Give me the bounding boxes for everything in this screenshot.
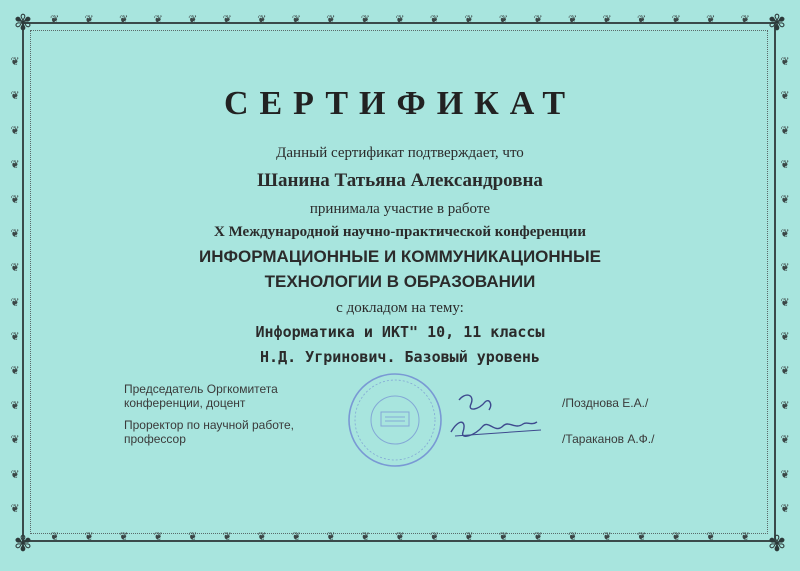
confirm-text: Данный сертификат подтверждает, что xyxy=(276,145,524,161)
signature-name-prorector: /Тараканов А.Ф./ xyxy=(562,432,655,446)
conference-topic-line1: ИНФОРМАЦИОННЫЕ И КОММУНИКАЦИОННЫЕ xyxy=(199,247,601,266)
signature-role-line: Председатель Оргкомитета xyxy=(124,382,278,396)
ornament-column-left: ❦ ❦ ❦ ❦ ❦ ❦ ❦ ❦ ❦ ❦ ❦ ❦ ❦ ❦ xyxy=(10,56,20,515)
certificate-title: СЕРТИФИКАТ xyxy=(223,85,577,122)
signature-role-line: конференции, доцент xyxy=(124,396,246,410)
ornament-row-top: ❦ ❦ ❦ ❦ ❦ ❦ ❦ ❦ ❦ ❦ ❦ ❦ ❦ ❦ ❦ ❦ ❦ ❦ ❦ ❦ ❦ xyxy=(50,14,750,26)
official-stamp-icon xyxy=(345,370,445,470)
report-title-line1: Информатика и ИКТ" 10, 11 классы xyxy=(255,323,545,341)
handwritten-signature-icon xyxy=(445,390,555,450)
signature-role-prorector xyxy=(124,418,294,446)
signature-role-line: Проректор по научной работе, xyxy=(124,418,295,432)
report-title-line2: Н.Д. Угринович. Базовый уровень xyxy=(260,348,540,366)
conference-topic-line2: ТЕХНОЛОГИИ В ОБРАЗОВАНИИ xyxy=(264,272,536,291)
corner-ornament-icon: ✾ xyxy=(767,10,787,35)
signature-name-chair: /Позднова Е.А./ xyxy=(562,396,649,410)
ornament-row-bottom: ❦ ❦ ❦ ❦ ❦ ❦ ❦ ❦ ❦ ❦ ❦ ❦ ❦ ❦ ❦ ❦ ❦ ❦ ❦ ❦ ❦ xyxy=(50,531,750,543)
conference-line: X Международной научно-практической конференции xyxy=(214,224,586,240)
signature-role-chair xyxy=(124,382,278,410)
signature-role-line: профессор xyxy=(124,432,186,446)
corner-ornament-icon: ✾ xyxy=(13,531,33,556)
corner-ornament-icon: ✾ xyxy=(13,10,33,35)
ornament-column-right: ❦ ❦ ❦ ❦ ❦ ❦ ❦ ❦ ❦ ❦ ❦ ❦ ❦ ❦ xyxy=(780,56,790,515)
corner-ornament-icon: ✾ xyxy=(767,531,787,556)
report-intro: с докладом на тему: xyxy=(336,300,464,316)
recipient-name: Шанина Татьяна Александровна xyxy=(257,170,543,191)
participation-text: принимала участие в работе xyxy=(309,201,491,217)
